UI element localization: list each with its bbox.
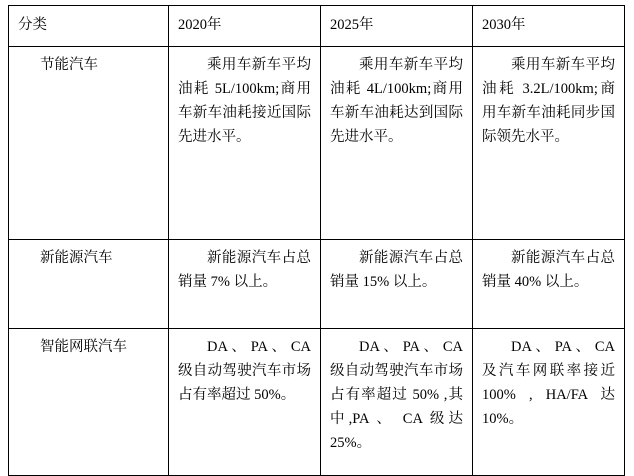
cell-text: 新能源汽车占总销量 15% 以上。	[330, 250, 463, 290]
table-row	[9, 47, 625, 240]
cell-new-energy-2030	[473, 240, 625, 329]
cell-text: DA 、 PA 、 CA 及汽车网联率接近 100% , HA/FA 达10%。	[482, 339, 615, 427]
column-header-2020: 2020年	[169, 6, 321, 47]
row-category-label: 新能源汽车	[40, 250, 113, 266]
roadmap-table	[8, 5, 625, 476]
cell-text: 新能源汽车占总销量 7% 以上。	[178, 250, 311, 290]
cell-energy-saving-2030	[473, 47, 625, 240]
table-row	[9, 240, 625, 329]
cell-new-energy-2025	[321, 240, 473, 329]
cell-new-energy-2020	[169, 240, 321, 329]
table-row	[9, 329, 625, 476]
cell-energy-saving-2020	[169, 47, 321, 240]
cell-text: DA 、 PA 、 CA 级自动驾驶汽车市场占有率超过 50% ,其中,PA 、 CA 级达25%。	[330, 339, 463, 451]
cell-text: DA 、 PA 、 CA 级自动驾驶汽车市场占有率超过 50%。	[178, 339, 311, 403]
row-category-intelligent-connected	[9, 329, 169, 476]
cell-intelligent-connected-2020	[169, 329, 321, 476]
cell-intelligent-connected-2025	[321, 329, 473, 476]
column-header-2025: 2025年	[321, 6, 473, 47]
row-category-energy-saving	[9, 47, 169, 240]
cell-energy-saving-2025	[321, 47, 473, 240]
row-category-new-energy	[9, 240, 169, 329]
column-header-category: 分类	[9, 6, 169, 47]
cell-text: 乘用车新车平均油耗 4L/100km;商用车新车油耗达到国际先进水平。	[330, 57, 463, 145]
row-category-label: 节能汽车	[40, 57, 98, 73]
document-page	[0, 5, 634, 468]
row-category-label: 智能网联汽车	[40, 339, 127, 355]
table-header-row	[9, 6, 625, 47]
cell-text: 新能源汽车占总销量 40% 以上。	[482, 250, 615, 290]
column-header-2030: 2030年	[473, 6, 625, 47]
cell-text: 乘用车新车平均油耗 5L/100km;商用车新车油耗接近国际先进水平。	[178, 57, 311, 145]
cell-intelligent-connected-2030	[473, 329, 625, 476]
cell-text: 乘用车新车平均油耗 3.2L/100km;商用车新车油耗同步国际领先水平。	[482, 57, 615, 145]
